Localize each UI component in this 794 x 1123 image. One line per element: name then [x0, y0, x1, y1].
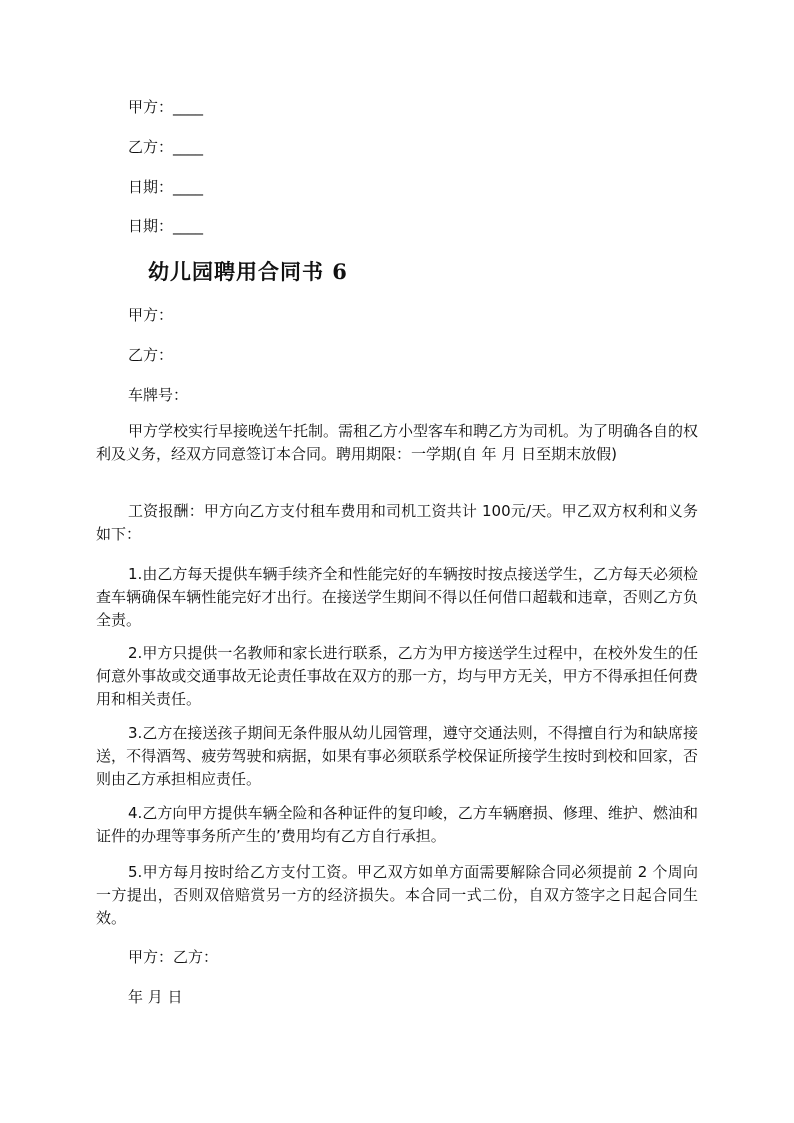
signature-party-a: 甲方：____: [128, 98, 204, 116]
clause-5-paragraph: 5.甲方每月按时给乙方支付工资。甲乙双方如单方面需要解除合同必须提前 2 个周向一方提出，否则双倍赔赏另一方的经济损失。本合同一式二份，自双方签字之日起合同生效。: [96, 863, 698, 927]
plate-number-label: 车牌号：: [128, 386, 189, 404]
party-a-label: 甲方：: [128, 306, 174, 324]
clause-4-paragraph: 4.乙方向甲方提供车辆全险和各种证件的复印峻，乙方车辆磨损、修理、维护、燃油和证件的办理等事务所产生的’费用均有乙方自行承担。: [96, 804, 698, 845]
closing-date: 年 月 日: [128, 988, 183, 1006]
contract-title: 幼儿园聘用合同书 6: [148, 259, 348, 284]
signature-date-1: 日期：____: [128, 178, 204, 196]
clause-3-paragraph: 3.乙方在接送孩子期间无条件服从幼儿园管理，遵守交通法则，不得擅自行为和缺席接送，不得酒驾、疲劳驾驶和病据，如果有事必须联系学校保证所接学生按时到校和回家，否则由乙方承担相应责任。: [96, 724, 698, 788]
salary-paragraph: 工资报酬：甲方向乙方支付租车费用和司机工资共计 100元/天。甲乙双方权利和义务如下：: [96, 502, 698, 543]
signature-party-b: 乙方：____: [128, 138, 204, 156]
party-b-label: 乙方：: [128, 346, 174, 364]
closing-signatures: 甲方：乙方：: [128, 948, 219, 966]
clause-1-paragraph: 1.由乙方每天提供车辆手续齐全和性能完好的车辆按时按点接送学生，乙方每天必须检查车辆确保车辆性能完好才出行。在接送学生期间不得以任何借口超载和违章，否则乙方负全责。: [96, 565, 698, 629]
contract-intro-paragraph: 甲方学校实行早接晚送午托制。需租乙方小型客车和聘乙方为司机。为了明确各自的权利及义务，经双方同意签订本合同。聘用期限：一学期(自 年 月 日至期末放假): [96, 422, 699, 463]
clause-2-paragraph: 2.甲方只提供一名教师和家长进行联系，乙方为甲方接送学生过程中，在校外发生的任何意外事故或交通事故无论责任事故在双方的那一方，均与甲方无关，甲方不得承担任何费用和相关责任。: [96, 644, 698, 708]
signature-date-2: 日期：____: [128, 217, 204, 235]
